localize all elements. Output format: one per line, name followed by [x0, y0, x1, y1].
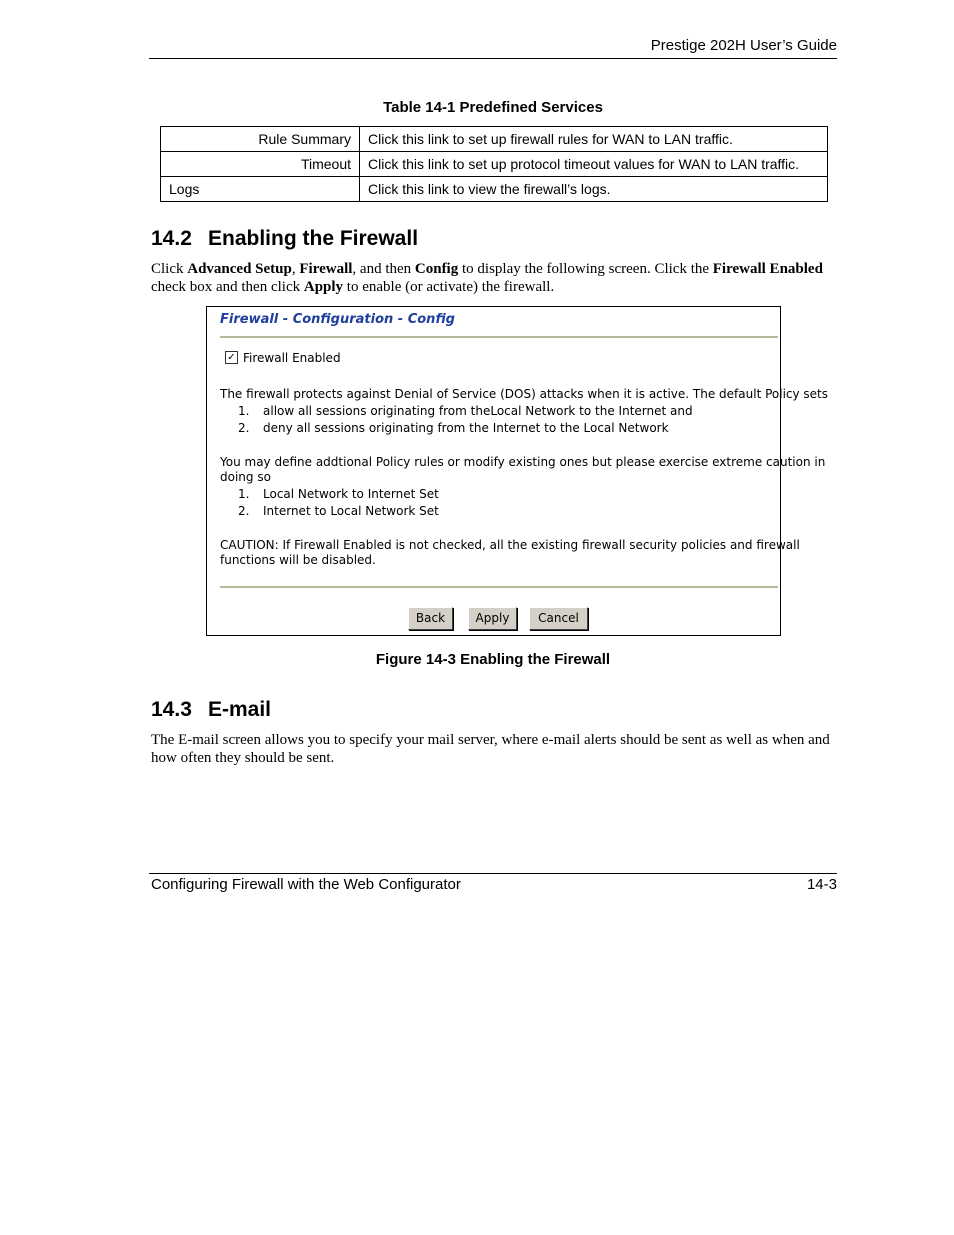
- service-name: Timeout: [161, 152, 360, 177]
- list-number: 2.: [238, 504, 250, 518]
- back-button[interactable]: Back: [408, 607, 453, 630]
- intro-text: The firewall protects against Denial of Service (DOS) attacks when it is active. The default Policy sets: [220, 387, 829, 401]
- page-number: 14-3: [806, 876, 837, 893]
- section-heading-email: [151, 698, 271, 722]
- service-description: Click this link to set up firewall rules for WAN to LAN traffic.: [360, 127, 828, 152]
- policy-text: You may define addtional Policy rules or modify existing ones but please exercise extreme caution in: [220, 455, 826, 469]
- section-paragraph: The E-mail screen allows you to specify your mail server, where e-mail alerts should be sent as well as when and how often they should be sent.: [151, 732, 830, 766]
- footer-chapter: Configuring Firewall with the Web Configurator: [151, 876, 461, 893]
- divider: [220, 336, 778, 338]
- service-description: Click this link to view the firewall’s logs.: [360, 177, 828, 202]
- service-name: Logs: [161, 177, 360, 202]
- service-description: Click this link to set up protocol timeout values for WAN to LAN traffic.: [360, 152, 828, 177]
- rule-set-link[interactable]: Local Network to Internet Set: [263, 487, 439, 501]
- text-run: check box and then click: [151, 279, 304, 295]
- divider: [220, 586, 778, 588]
- section-number: 14.2: [151, 227, 192, 250]
- predefined-services-table: [160, 126, 828, 202]
- rule-set-link[interactable]: Internet to Local Network Set: [263, 504, 439, 518]
- table-row: [161, 177, 828, 202]
- checkbox-label: Firewall Enabled: [243, 351, 341, 365]
- list-item: deny all sessions originating from the Internet to the Local Network: [263, 421, 669, 435]
- list-number: 1.: [238, 487, 250, 501]
- service-name: Rule Summary: [161, 127, 360, 152]
- page-footer: [149, 873, 837, 896]
- section-heading-firewall: [151, 227, 418, 251]
- caution-text: functions will be disabled.: [220, 553, 376, 567]
- list-item: allow all sessions originating from theLocal Network to the Internet and: [263, 404, 693, 418]
- policy-text: doing so: [220, 470, 271, 484]
- text-run: , and then: [352, 261, 415, 277]
- firewall-config-screenshot: [206, 306, 829, 636]
- text-run-bold: Firewall: [299, 261, 353, 277]
- caution-text: CAUTION: If Firewall Enabled is not checked, all the existing firewall security policies and firewall: [220, 538, 800, 552]
- list-number: 2.: [238, 421, 250, 435]
- text-run: to enable (or activate) the firewall.: [343, 279, 555, 295]
- figure-caption: Figure 14-3 Enabling the Firewall: [375, 651, 611, 668]
- text-run-bold: Apply: [303, 279, 344, 295]
- section-title: E-mail: [208, 698, 272, 721]
- section-paragraph: [151, 260, 841, 296]
- apply-button[interactable]: Apply: [468, 607, 517, 630]
- text-run-bold: Advanced Setup: [187, 261, 292, 277]
- firewall-enabled-checkbox[interactable]: ✓: [225, 351, 238, 364]
- page-header: [149, 36, 837, 59]
- cancel-button[interactable]: Cancel: [529, 607, 588, 630]
- text-run: Click: [151, 261, 188, 277]
- screen-title: Firewall - Configuration - Config: [220, 312, 455, 327]
- table-row: [161, 127, 828, 152]
- table-row: [161, 152, 828, 177]
- text-run-bold: Firewall Enabled: [712, 261, 823, 277]
- section-title: Enabling the Firewall: [208, 227, 419, 250]
- list-number: 1.: [238, 404, 250, 418]
- text-run: ,: [291, 261, 300, 277]
- text-run: to display the following screen. Click the: [458, 261, 713, 277]
- table-caption: Table 14-1 Predefined Services: [383, 99, 603, 116]
- text-run-bold: Config: [414, 261, 459, 277]
- header-title: Prestige 202H User’s Guide: [650, 37, 837, 54]
- section-number: 14.3: [151, 698, 192, 721]
